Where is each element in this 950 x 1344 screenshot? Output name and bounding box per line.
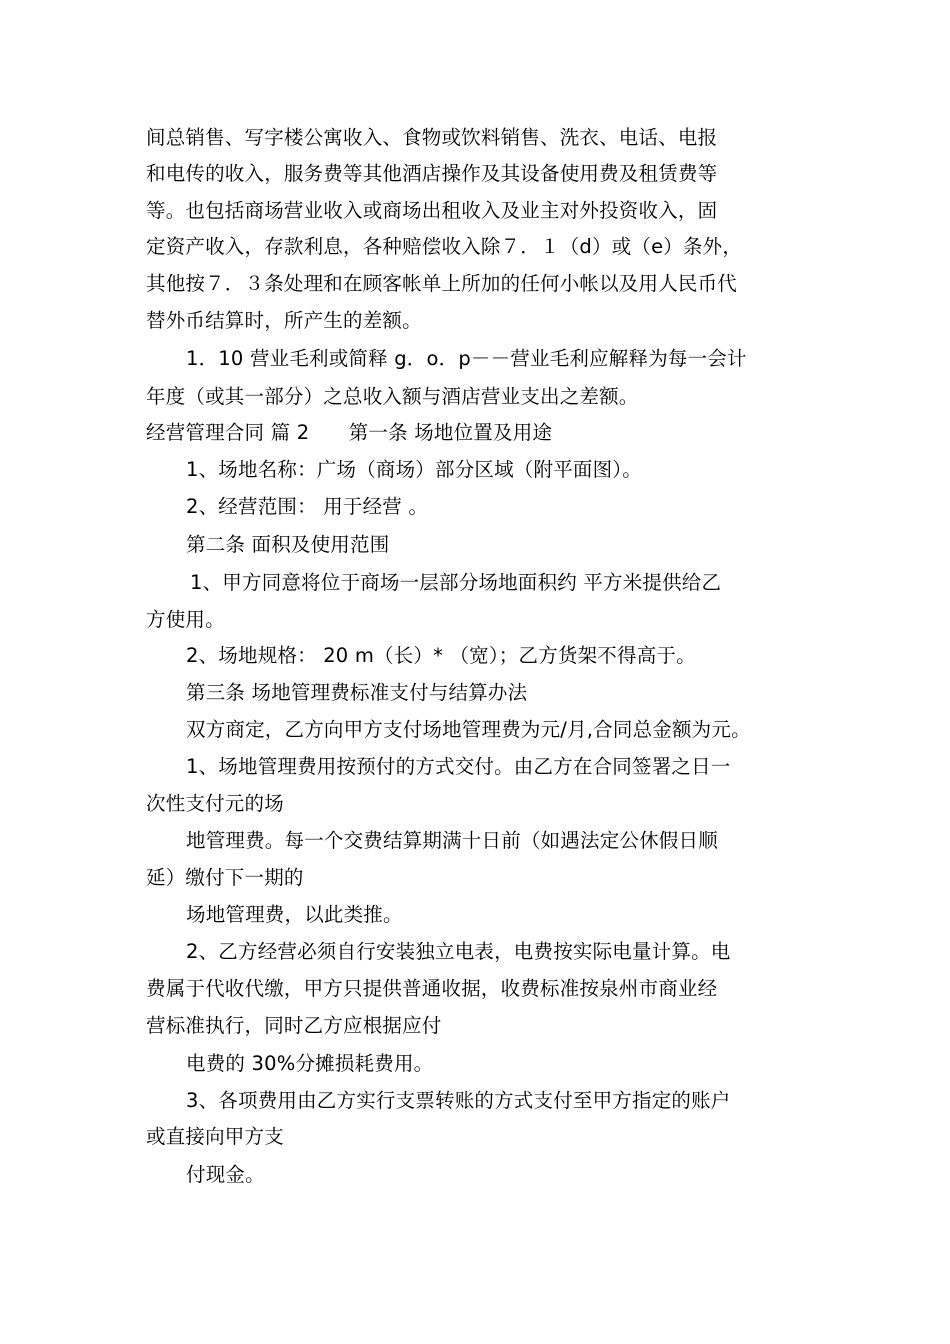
text-line: 和电传的收入，服务费等其他酒店操作及其设备使用费及租赁费等 [146,162,718,185]
text-line: 间总销售、写字楼公寓收入、食物或饮料销售、洗衣、电话、电报 [146,126,718,149]
text-line: 费属于代收代缴，甲方只提供普通收据，收费标准按泉州市商业经 [146,977,718,1000]
article-heading: 第三条 场地管理费标准支付与结算办法 [186,681,528,704]
text-line: 方使用。 [146,608,225,631]
text-line: 3、各项费用由乙方实行支票转账的方式支付至甲方指定的账户 [186,1089,731,1112]
text-line: 等。也包括商场营业收入或商场出租收入及业主对外投资收入，固 [146,199,718,222]
text-line: 付现金。 [186,1163,265,1186]
text-line: 次性支付元的场 [146,792,284,815]
text-line: 1、甲方同意将位于商场一层部分场地面积约 平方米提供给乙 [190,571,722,594]
article-heading: 第二条 面积及使用范围 [186,533,390,556]
text-line: 场地管理费，以此类推。 [186,903,403,926]
text-line: 双方商定，乙方向甲方支付场地管理费为元/月,合同总金额为元。 [186,718,751,741]
text-line: 其他按７．３条处理和在顾客帐单上所加的任何小帐以及用人民币代 [146,272,738,295]
text-line: 1．10 营业毛利或简释 g．o．p－－营业毛利应解释为每一会计 [186,347,747,370]
text-line: 2、乙方经营必须自行安装独立电表，电费按实际电量计算。电 [186,940,731,963]
text-line: 1、场地名称：广场（商场）部分区域（附平面图）。 [186,458,642,481]
text-line: 电费的 30%分摊损耗费用。 [186,1052,434,1075]
text-line: 营标准执行，同时乙方应根据应付 [146,1014,442,1037]
text-line: 地管理费。每一个交费结算期满十日前（如遇法定公休假日顺 [186,829,718,852]
text-line: 延）缴付下一期的 [146,866,304,889]
text-line: 2、经营范围： 用于经营 。 [186,495,429,518]
text-line: 定资产收入，存款利息，各种赔偿收入除７．１（d）或（e）条外， [146,235,743,258]
section-heading: 经营管理合同 篇 2 第一条 场地位置及用途 [146,421,553,444]
text-line: 或直接向甲方支 [146,1125,284,1148]
text-line: 年度（或其一部分）之总收入额与酒店营业支出之差额。 [146,385,639,408]
text-line: 2、场地规格： 20 m（长）* （宽）；乙方货架不得高于。 [186,644,696,667]
text-line: 1、场地管理费用按预付的方式交付。由乙方在合同签署之日一 [186,755,731,778]
text-line: 替外币结算时，所产生的差额。 [146,309,422,332]
